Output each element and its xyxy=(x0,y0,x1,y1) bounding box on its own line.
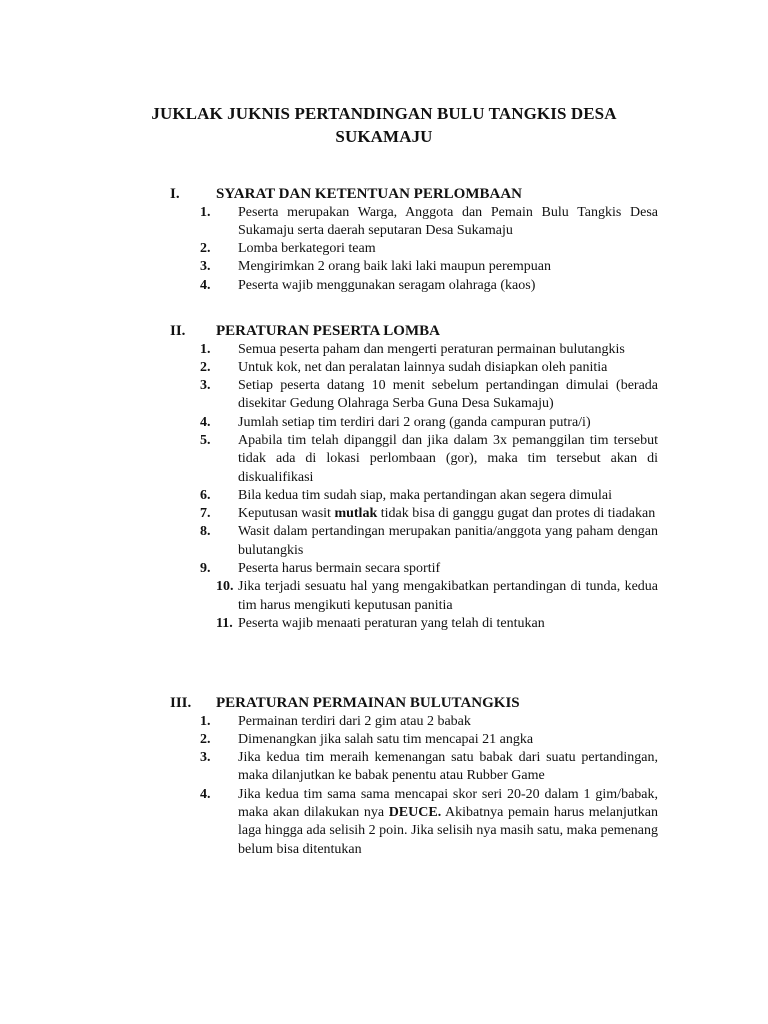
item-text: Peserta harus bermain secara sportif xyxy=(238,561,441,577)
item-text: Dimenangkan jika salah satu tim mencapai 21 angka xyxy=(238,731,534,747)
section-title: PERATURAN PESERTA LOMBA xyxy=(216,323,440,339)
item-number: 11. xyxy=(216,615,233,631)
item-text: Permainan terdiri dari 2 gim atau 2 babak xyxy=(238,713,471,729)
item-text: Mengirimkan 2 orang baik laki laki maupun perempuan xyxy=(238,259,551,275)
item-text: Bila kedua tim sudah siap, maka pertandingan akan segera dimulai xyxy=(238,487,612,503)
item-text: Setiap peserta datang 10 menit sebelum pertandingan dimulai (berada disekitar Gedung Olahraga Serba Guna Desa Sukamaju) xyxy=(238,378,658,412)
item-number: 1. xyxy=(200,713,211,729)
section-number: I. xyxy=(170,186,180,202)
section-list xyxy=(0,341,768,634)
item-text: Peserta wajib menaati peraturan yang telah di tentukan xyxy=(238,615,545,631)
section-title: PERATURAN PERMAINAN BULUTANGKIS xyxy=(216,695,520,711)
section-number: II. xyxy=(170,323,186,339)
item-number: 8. xyxy=(200,524,211,540)
item-text: Jika terjadi sesuatu hal yang mengakibatkan pertandingan di tunda, kedua tim harus mengikuti keputusan panitia xyxy=(238,579,658,613)
item-text: Jumlah setiap tim terdiri dari 2 orang (ganda campuran putra/i) xyxy=(238,414,591,430)
item-number: 3. xyxy=(200,259,211,275)
item-number: 2. xyxy=(200,359,211,375)
item-text-before: Keputusan wasit xyxy=(238,506,335,522)
item-text: Peserta wajib menggunakan seragam olahraga (kaos) xyxy=(238,277,536,293)
item-text: Untuk kok, net dan peralatan lainnya sudah disiapkan oleh panitia xyxy=(238,359,608,375)
item-number: 3. xyxy=(200,750,211,766)
item-number: 5. xyxy=(200,432,211,448)
list-item xyxy=(0,505,768,523)
list-item xyxy=(0,713,768,731)
list-item xyxy=(0,258,768,276)
list-item xyxy=(0,578,768,615)
section-number: III. xyxy=(170,695,192,711)
item-text: Lomba berkategori team xyxy=(238,241,376,257)
list-item xyxy=(0,204,768,241)
document-title: JUKLAK JUKNIS PERTANDINGAN BULU TANGKIS DESA SUKAMAJU xyxy=(151,104,617,146)
item-text-before: Jika kedua tim sama sama mencapai skor seri 20-20 dalam 1 gim/babak, maka akan dilakukan nya xyxy=(238,786,658,820)
list-item xyxy=(0,615,768,633)
item-number: 9. xyxy=(200,561,211,577)
item-number: 1. xyxy=(200,204,211,220)
item-text: Wasit dalam pertandingan merupakan panitia/anggota yang paham dengan bulutangkis xyxy=(238,524,658,558)
item-number: 7. xyxy=(200,506,211,522)
item-number: 2. xyxy=(200,241,211,257)
item-number: 4. xyxy=(200,414,211,430)
item-text: Jika kedua tim meraih kemenangan satu babak dari suatu pertandingan, maka dilanjutkan ke babak penentu atau Rubber Game xyxy=(238,750,658,784)
list-item xyxy=(0,341,768,359)
list-item xyxy=(0,377,768,414)
item-text xyxy=(238,505,658,523)
list-item xyxy=(0,359,768,377)
item-number: 4. xyxy=(200,277,211,293)
section-list xyxy=(0,204,768,295)
item-number: 3. xyxy=(200,378,211,394)
item-number: 1. xyxy=(200,341,211,357)
item-number: 10. xyxy=(216,579,234,595)
item-text: Peserta merupakan Warga, Anggota dan Pemain Bulu Tangkis Desa Sukamaju serta daerah seputaran Desa Sukamaju xyxy=(238,204,658,238)
item-text: Semua peserta paham dan mengerti peraturan permainan bulutangkis xyxy=(238,341,625,357)
list-item xyxy=(0,240,768,258)
section-title: SYARAT DAN KETENTUAN PERLOMBAAN xyxy=(216,186,523,202)
item-number: 4. xyxy=(200,786,211,802)
section-list xyxy=(0,713,768,859)
item-text-after: Akibatnya pemain harus melanjutkan laga hingga ada selisih 2 poin. Jika selisih nya masih satu, maka pemenang belum bisa ditentukan xyxy=(238,804,658,857)
list-item xyxy=(0,749,768,786)
list-item xyxy=(0,414,768,432)
item-text xyxy=(238,786,658,859)
item-text: Apabila tim telah dipanggil dan jika dalam 3x pemanggilan tim tersebut tidak ada di lokasi perlombaan (gor), maka tim tersebut akan di diskualifikasi xyxy=(238,432,658,485)
list-item xyxy=(0,731,768,749)
list-item xyxy=(0,523,768,560)
list-item xyxy=(0,487,768,505)
item-number: 2. xyxy=(200,731,211,747)
list-item xyxy=(0,432,768,487)
item-text-bold: mutlak xyxy=(334,506,378,522)
item-text-bold: DEUCE. xyxy=(388,804,442,820)
list-item xyxy=(0,786,768,859)
item-text-after: tidak bisa di ganggu gugat dan protes di tiadakan xyxy=(377,506,656,522)
list-item xyxy=(0,560,768,578)
list-item xyxy=(0,277,768,295)
item-number: 6. xyxy=(200,487,211,503)
